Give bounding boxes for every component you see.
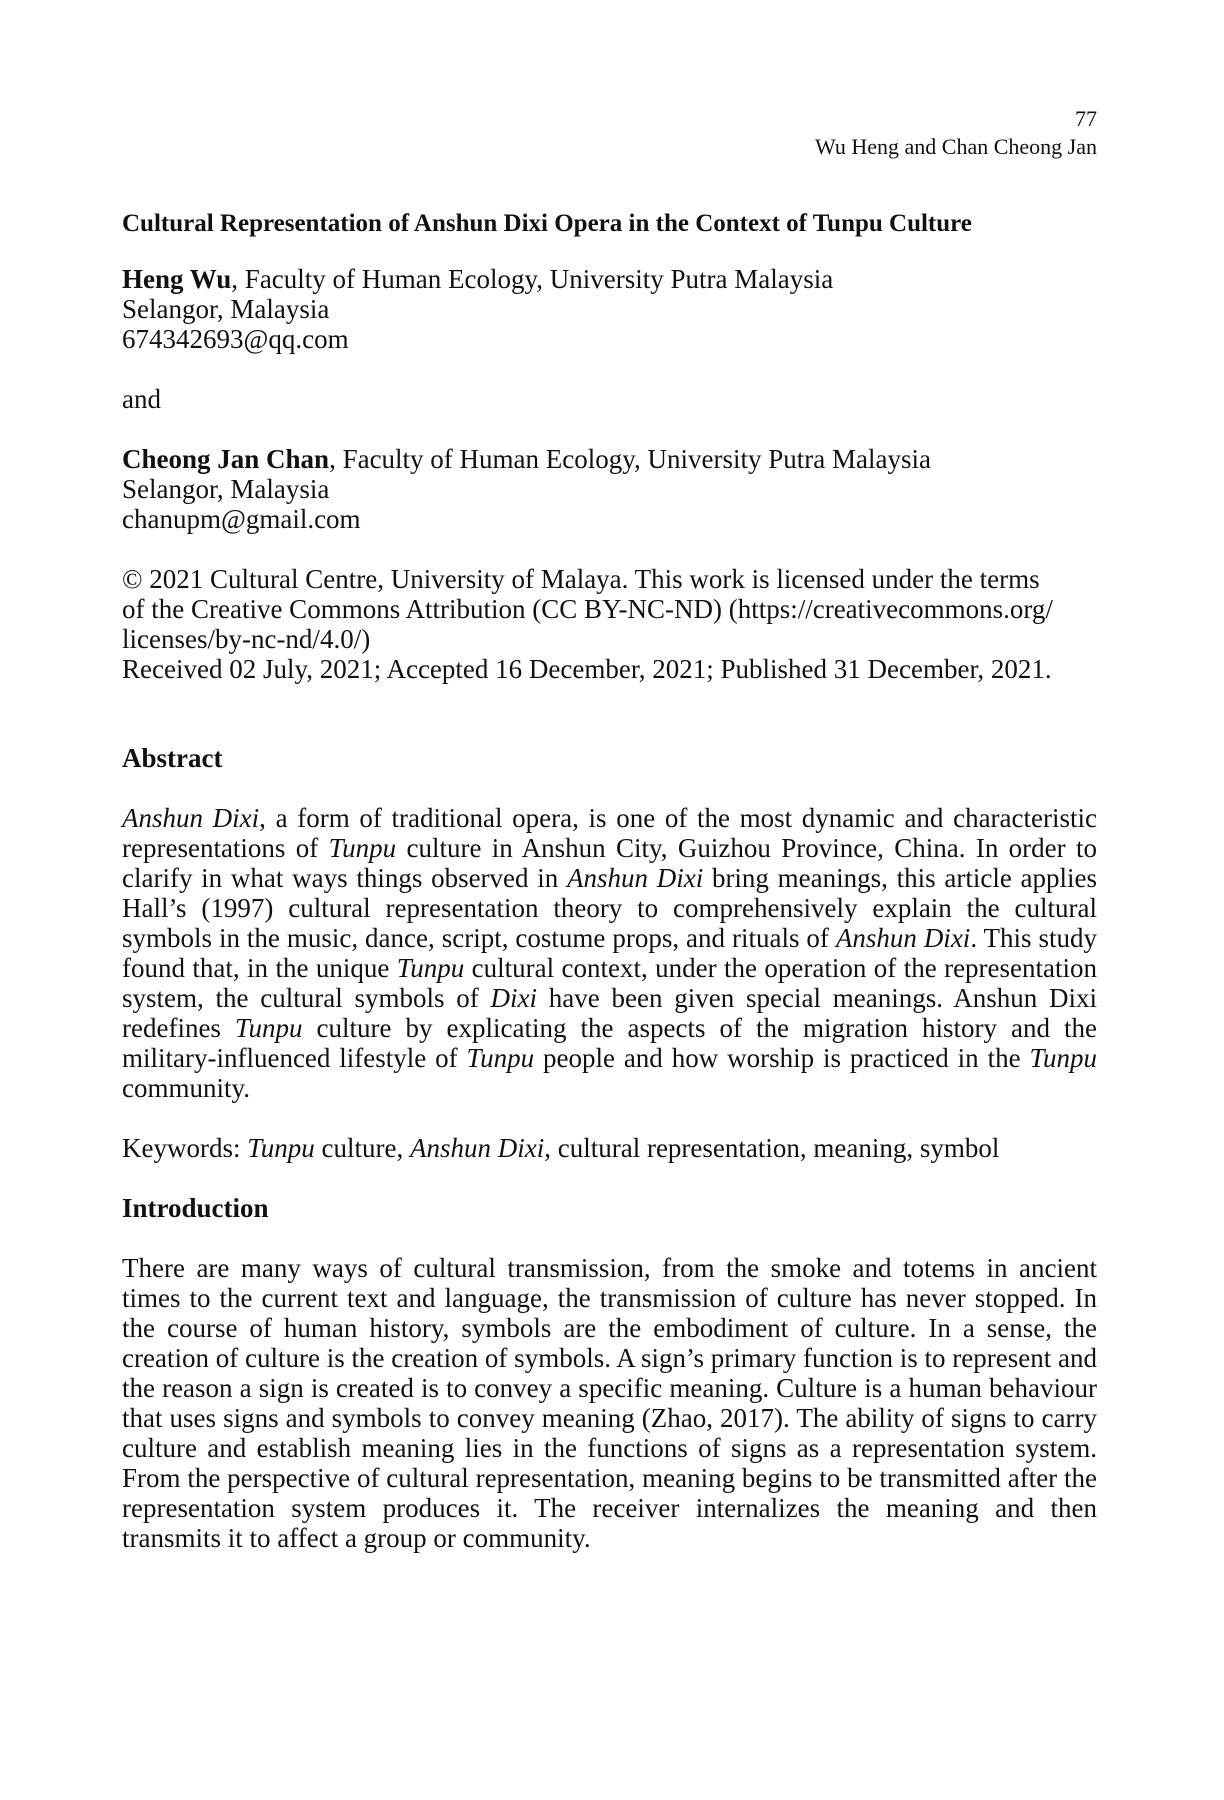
- italic-term: Tunpu: [328, 833, 397, 863]
- author-affiliation: , Faculty of Human Ecology, University Putra Malaysia: [329, 444, 931, 474]
- abstract-fragment: cultural context, under the operation of the representation system, the cultural symbols of: [122, 953, 1098, 1013]
- italic-term: Tunpu: [234, 1013, 303, 1043]
- keyword-italic: Tunpu: [247, 1133, 315, 1163]
- abstract-heading: Abstract: [122, 743, 223, 773]
- italic-term: Anshun Dixi: [567, 863, 704, 893]
- abstract-fragment: bring meanings, this article applies Hall’s (1997) cultural representation theory to comprehensively explain the cultural symbols in the music, dance, script, costume props, and rituals of: [122, 863, 1098, 953]
- keywords-label: Keywords:: [122, 1133, 248, 1163]
- abstract-fragment: have been given special meanings. Anshun Dixi redefines: [122, 983, 1097, 1043]
- italic-term: Tunpu: [1029, 1043, 1097, 1073]
- author-location: Selangor, Malaysia: [122, 294, 330, 324]
- abstract-fragment: culture by explicating the aspects of the migration history and the military-influenced lifestyle of: [122, 1013, 1097, 1073]
- abstract-fragment: people and how worship is practiced in the: [534, 1043, 1030, 1073]
- abstract-fragment: culture in Anshun City, Guizhou Province, China. In order to clarify in what ways things observed in: [122, 833, 1097, 893]
- abstract-fragment: . This study found that, in the unique: [122, 923, 1097, 983]
- copyright-line-2: of the Creative Commons Attribution (CC BY-NC-ND) (https://creativecommons.org/: [122, 594, 1053, 624]
- abstract-text: [122, 803, 1097, 1103]
- author-email: 674342693@qq.com: [122, 324, 349, 354]
- author-line: [122, 444, 1097, 474]
- author-location: Selangor, Malaysia: [122, 474, 330, 504]
- abstract-fragment: , a form of traditional opera, is one of the most dynamic and characteristic representations of: [122, 803, 1097, 863]
- abstract-fragment: community.: [122, 1073, 250, 1103]
- italic-term: Dixi: [490, 983, 538, 1013]
- author-block-2: [122, 444, 1097, 534]
- running-authors: Wu Heng and Chan Cheong Jan: [814, 134, 1097, 159]
- italic-term: Anshun Dixi: [835, 923, 971, 953]
- introduction-text: There are many ways of cultural transmission, from the smoke and totems in ancient times to the current text and language, the transmission of culture has never stopped. In the course of human history, symbols are the embodiment of culture. In a sense, the creation of culture is the creation of symbols. A sign’s primary function is to represent and the reason a sign is created is to convey a specific meaning. Culture is a human behaviour that uses signs and symbols to convey meaning (Zhao, 2017). The ability of signs to carry culture and establish meaning lies in the functions of signs as a representation system. From the perspective of cultural representation, meaning begins to be transmitted after the representation system produces it. The receiver internalizes the meaning and then transmits it to affect a group or community.: [122, 1253, 1097, 1553]
- italic-term: Tunpu: [396, 953, 465, 983]
- copyright-notice: [122, 564, 1097, 684]
- keyword-text: culture,: [314, 1133, 410, 1163]
- copyright-line-1: © 2021 Cultural Centre, University of Malaya. This work is licensed under the terms: [122, 564, 1040, 594]
- italic-term: Tunpu: [466, 1043, 535, 1073]
- copyright-line-3: licenses/by-nc-nd/4.0/): [122, 624, 371, 654]
- italic-term: Anshun Dixi: [122, 803, 260, 833]
- introduction-heading: Introduction: [122, 1193, 269, 1223]
- keyword-italic: Anshun Dixi: [409, 1133, 545, 1163]
- author-block-1: [122, 264, 1097, 354]
- page-number: 77: [1075, 106, 1097, 131]
- author-affiliation: , Faculty of Human Ecology, University Putra Malaysia: [231, 264, 834, 294]
- keyword-text: , cultural representation, meaning, symbol: [544, 1133, 1000, 1163]
- running-header: [122, 105, 1097, 161]
- keywords: [122, 1133, 1097, 1163]
- paper-title: Cultural Representation of Anshun Dixi Opera in the Context of Tunpu Culture: [122, 210, 972, 237]
- author-name: Cheong Jan Chan: [122, 444, 330, 474]
- publication-dates: Received 02 July, 2021; Accepted 16 December, 2021; Published 31 December, 2021.: [122, 654, 1052, 684]
- paper-page: [122, 105, 1097, 1553]
- author-email: chanupm@gmail.com: [122, 504, 361, 534]
- author-line: [122, 264, 1097, 294]
- author-name: Heng Wu: [122, 264, 232, 294]
- and-separator: and: [122, 384, 161, 414]
